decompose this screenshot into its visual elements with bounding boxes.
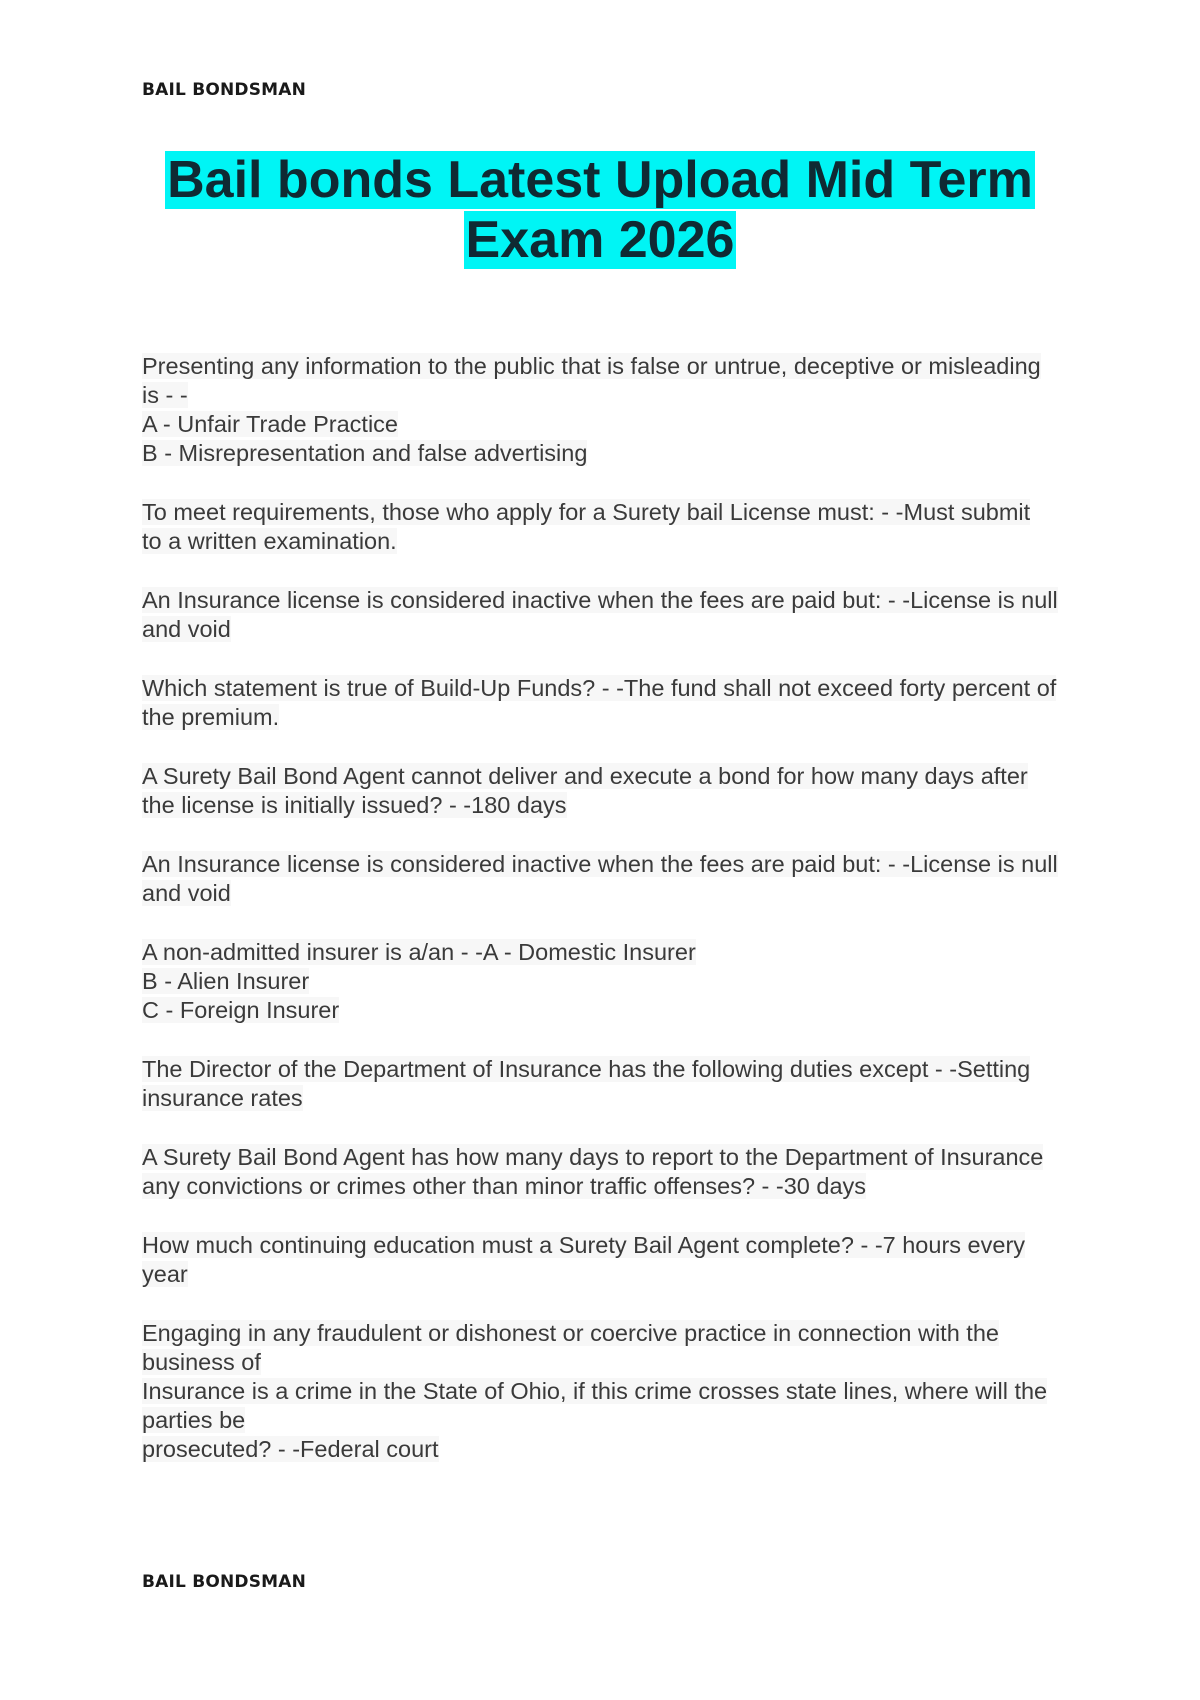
qa-line (142, 1319, 1082, 1348)
qa-line (142, 615, 1082, 644)
qa-line-text: Presenting any information to the public that is false or untrue, deceptive or misleading (142, 353, 1041, 379)
document-title (0, 150, 1200, 270)
qa-item (142, 586, 1082, 644)
qa-item (142, 1143, 1082, 1201)
qa-line-text: the premium. (142, 704, 280, 730)
qa-item (142, 1319, 1082, 1464)
qa-line-text: A Surety Bail Bond Agent has how many days to report to the Department of Insurance (142, 1144, 1044, 1170)
qa-line-text: any convictions or crimes other than minor traffic offenses? - -30 days (142, 1173, 867, 1199)
qa-line (142, 439, 1082, 468)
qa-line-text: The Director of the Department of Insurance has the following duties except - -Setting (142, 1056, 1031, 1082)
qa-item (142, 1055, 1082, 1113)
qa-item (142, 938, 1082, 1025)
qa-line (142, 1435, 1082, 1464)
qa-line-text: Engaging in any fraudulent or dishonest or coercive practice in connection with the (142, 1320, 999, 1346)
qa-line-text: insurance rates (142, 1085, 303, 1111)
qa-line-text: and void (142, 616, 231, 642)
qa-line (142, 1172, 1082, 1201)
running-footer: BAIL BONDSMAN (142, 1572, 307, 1592)
title-line-1: Bail bonds Latest Upload Mid Term (167, 151, 1033, 209)
qa-line (142, 762, 1082, 791)
qa-item (142, 1231, 1082, 1289)
qa-line-text: Which statement is true of Build-Up Funds? - -The fund shall not exceed forty percent of (142, 675, 1057, 701)
qa-line (142, 938, 1082, 967)
qa-line (142, 586, 1082, 615)
qa-line (142, 352, 1082, 381)
qa-line-text: An Insurance license is considered inactive when the fees are paid but: - -License is null (142, 851, 1058, 877)
qa-item (142, 498, 1082, 556)
qa-line (142, 1143, 1082, 1172)
qa-line-text: year (142, 1261, 188, 1287)
qa-line-text: How much continuing education must a Surety Bail Agent complete? - -7 hours every (142, 1232, 1026, 1258)
qa-line-text: C - Foreign Insurer (142, 997, 340, 1023)
qa-line-text: to a written examination. (142, 528, 397, 554)
qa-line-text: B - Misrepresentation and false advertising (142, 440, 588, 466)
qa-line-text: parties be (142, 1407, 246, 1433)
qa-line-text: Insurance is a crime in the State of Ohio, if this crime crosses state lines, where will the (142, 1378, 1048, 1404)
question-answer-list (142, 352, 1082, 1494)
qa-line-text: is - - (142, 382, 188, 408)
qa-line (142, 1231, 1082, 1260)
qa-line (142, 1084, 1082, 1113)
qa-line-text: and void (142, 880, 231, 906)
qa-line (142, 850, 1082, 879)
qa-line (142, 1348, 1082, 1377)
qa-line-text: A non-admitted insurer is a/an - -A - Domestic Insurer (142, 939, 696, 965)
qa-line (142, 674, 1082, 703)
qa-line (142, 381, 1082, 410)
qa-line (142, 1055, 1082, 1084)
qa-item (142, 850, 1082, 908)
qa-line-text: To meet requirements, those who apply for a Surety bail License must: - -Must submit (142, 499, 1031, 525)
qa-line-text: B - Alien Insurer (142, 968, 310, 994)
qa-line (142, 967, 1082, 996)
qa-line (142, 498, 1082, 527)
qa-line (142, 703, 1082, 732)
qa-line (142, 1260, 1082, 1289)
title-line-2: Exam 2026 (465, 211, 735, 269)
qa-line (142, 527, 1082, 556)
qa-line-text: An Insurance license is considered inactive when the fees are paid but: - -License is null (142, 587, 1058, 613)
qa-line-text: business of (142, 1349, 261, 1375)
qa-line (142, 410, 1082, 439)
qa-line (142, 1406, 1082, 1435)
running-header: BAIL BONDSMAN (142, 80, 307, 100)
qa-line-text: A - Unfair Trade Practice (142, 411, 398, 437)
qa-line (142, 996, 1082, 1025)
qa-line-text: prosecuted? - -Federal court (142, 1436, 439, 1462)
qa-line (142, 1377, 1082, 1406)
qa-line-text: the license is initially issued? - -180 days (142, 792, 567, 818)
qa-line (142, 791, 1082, 820)
qa-line (142, 879, 1082, 908)
qa-item (142, 352, 1082, 468)
qa-line-text: A Surety Bail Bond Agent cannot deliver and execute a bond for how many days after (142, 763, 1028, 789)
qa-item (142, 674, 1082, 732)
qa-item (142, 762, 1082, 820)
